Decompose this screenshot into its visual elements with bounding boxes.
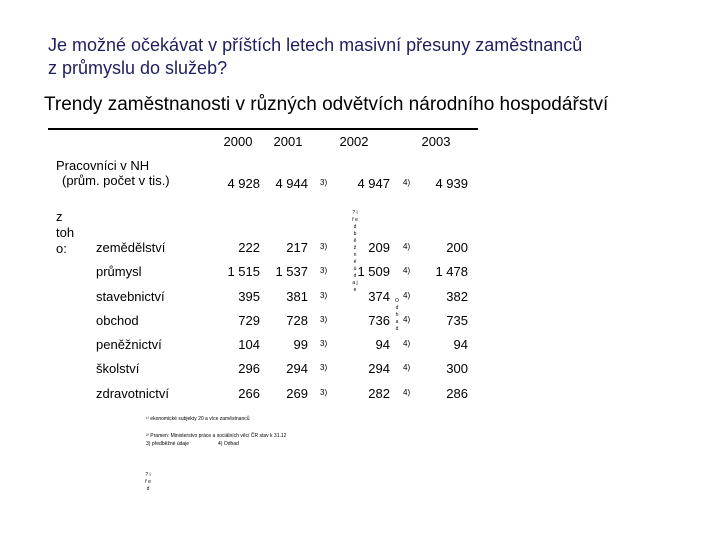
sector-2001: 269 bbox=[286, 386, 308, 401]
table-heading: Trendy zaměstnanosti v různých odvětvích národního hospodářství bbox=[44, 94, 609, 115]
footnote-2: ²⁾ Pramen: Ministerstvo práce a sociálních věcí ČR stav k 31.12 bbox=[146, 433, 287, 439]
sector-2003-footnote: 4) bbox=[403, 315, 411, 324]
sector-2000: 729 bbox=[238, 313, 260, 328]
sector-2003: 200 bbox=[446, 240, 468, 255]
sector-2002-footnote: 3) bbox=[320, 363, 328, 372]
total-label-line-2: (prům. počet v tis.) bbox=[62, 173, 170, 188]
sector-2003-footnote: 4) bbox=[403, 339, 411, 348]
total-2003: 4 939 bbox=[435, 176, 468, 191]
stray-vertical-text-b: ? i ř e d bbox=[145, 472, 151, 492]
sector-2002-footnote: 3) bbox=[320, 388, 328, 397]
total-2000: 4 928 bbox=[227, 176, 260, 191]
sector-2000: 104 bbox=[238, 337, 260, 352]
sector-2003-footnote: 4) bbox=[403, 266, 411, 275]
sector-2001: 99 bbox=[293, 337, 308, 352]
sector-2003: 94 bbox=[453, 337, 468, 352]
sector-2002-footnote: 3) bbox=[320, 339, 328, 348]
sector-2000: 296 bbox=[238, 361, 260, 376]
sector-2002-footnote: 3) bbox=[320, 242, 328, 251]
total-2003-footnote: 4) bbox=[403, 178, 411, 187]
sector-name: obchod bbox=[96, 313, 139, 328]
sector-name: stavebnictví bbox=[96, 289, 165, 304]
sector-2002: 294 bbox=[368, 361, 390, 376]
sector-2003: 382 bbox=[446, 289, 468, 304]
sector-2002: 736 bbox=[368, 313, 390, 328]
sector-2001: 381 bbox=[286, 289, 308, 304]
slide-title bbox=[48, 34, 582, 80]
sector-2002-footnote: 3) bbox=[320, 315, 328, 324]
sector-name: školství bbox=[96, 361, 140, 376]
stray-vertical-text-a: ? i ř e d b ě ž n é ú d a j e bbox=[352, 210, 358, 293]
sector-2001: 1 537 bbox=[275, 264, 308, 279]
sector-2003-footnote: 4) bbox=[403, 242, 411, 251]
sector-2000: 222 bbox=[238, 240, 260, 255]
sector-2003: 300 bbox=[446, 361, 468, 376]
sector-2002: 282 bbox=[368, 386, 390, 401]
sector-name: peněžnictví bbox=[96, 337, 162, 352]
total-2002: 4 947 bbox=[357, 176, 390, 191]
sector-2003: 735 bbox=[446, 313, 468, 328]
sector-2002: 209 bbox=[368, 240, 390, 255]
sector-name: zemědělství bbox=[96, 240, 166, 255]
table-top-rule bbox=[48, 128, 478, 130]
sector-2001: 294 bbox=[286, 361, 308, 376]
sector-2003: 1 478 bbox=[435, 264, 468, 279]
sector-2003-footnote: 4) bbox=[403, 388, 411, 397]
sector-2001: 217 bbox=[286, 240, 308, 255]
sector-name: průmysl bbox=[96, 264, 142, 279]
column-header-2001: 2001 bbox=[273, 134, 303, 149]
sector-2002: 94 bbox=[375, 337, 390, 352]
column-header-2000: 2000 bbox=[223, 134, 253, 149]
of-which-label: z toh o: bbox=[56, 209, 75, 256]
sector-2003: 286 bbox=[446, 386, 468, 401]
stray-vertical-text-c: O d h a d bbox=[395, 298, 399, 332]
sector-2001: 728 bbox=[286, 313, 308, 328]
sector-2003-footnote: 4) bbox=[403, 363, 411, 372]
sector-2002-footnote: 3) bbox=[320, 266, 328, 275]
sector-2002: 1 509 bbox=[357, 264, 390, 279]
sector-2002-footnote: 3) bbox=[320, 291, 328, 300]
slide-title-line-1: Je možné očekávat v příštích letech masivní přesuny zaměstnanců bbox=[48, 35, 583, 55]
sector-2000: 395 bbox=[238, 289, 260, 304]
total-2002-footnote: 3) bbox=[320, 178, 328, 187]
total-2001: 4 944 bbox=[275, 176, 308, 191]
footnote-4: 4) Odhad bbox=[218, 441, 239, 447]
sector-2000: 1 515 bbox=[227, 264, 260, 279]
column-header-2002: 2002 bbox=[339, 134, 369, 149]
column-header-2003: 2003 bbox=[421, 134, 451, 149]
sector-2002: 374 bbox=[368, 289, 390, 304]
footnote-3: 3) předběžné údaje bbox=[146, 441, 190, 447]
total-label-line-1: Pracovníci v NH bbox=[56, 158, 150, 173]
sector-name: zdravotnictví bbox=[96, 386, 169, 401]
sector-2000: 266 bbox=[238, 386, 260, 401]
sector-2003-footnote: 4) bbox=[403, 291, 411, 300]
footnote-1: ¹⁾ ekonomické subjekty 20 a více zaměstnanců bbox=[146, 416, 250, 422]
slide-title-line-2: z průmyslu do služeb? bbox=[48, 58, 228, 78]
